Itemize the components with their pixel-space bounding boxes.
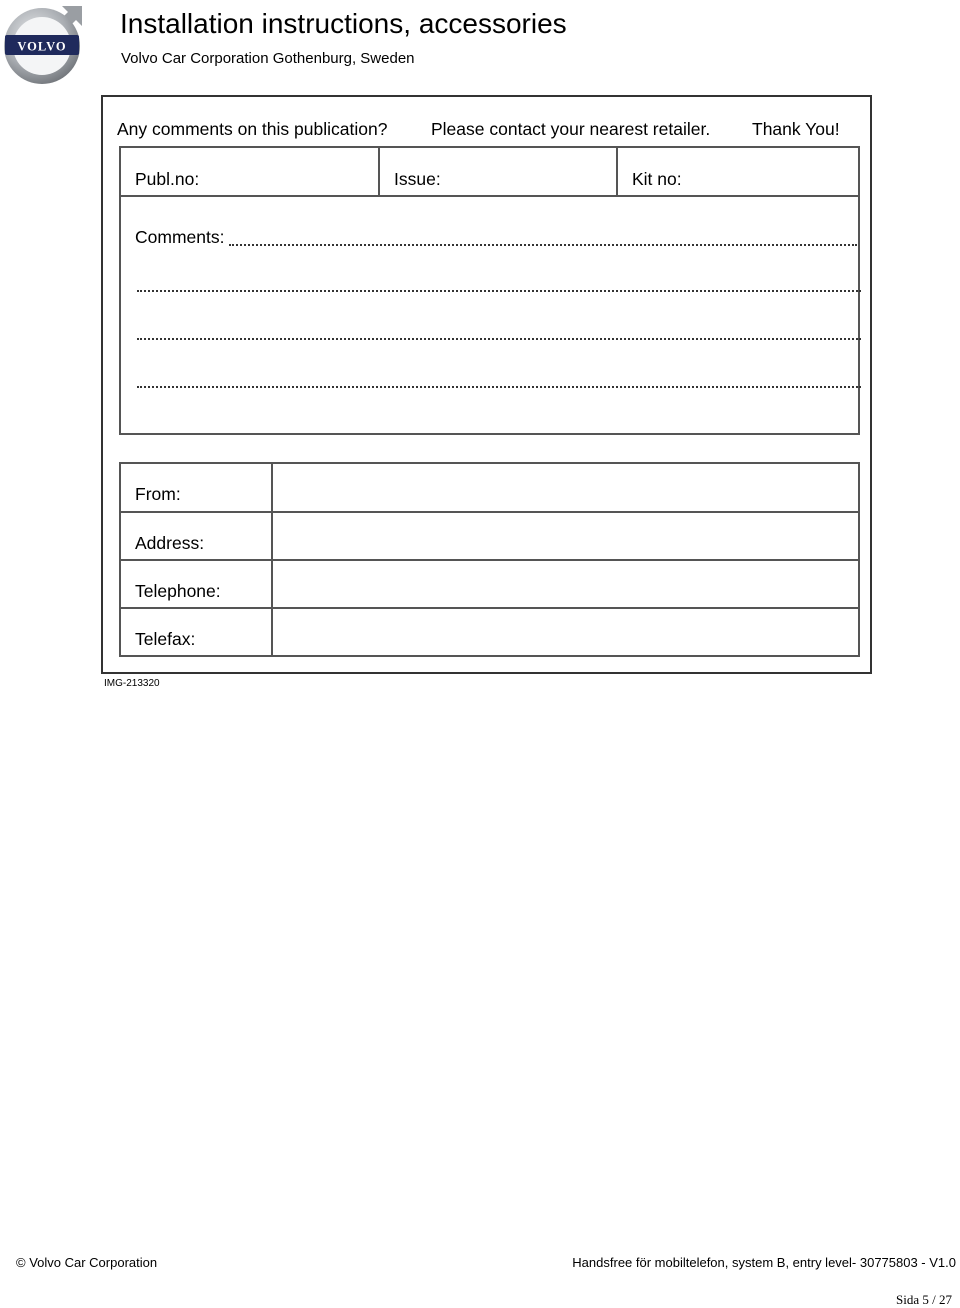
contact-label-cell — [121, 464, 273, 512]
telefax-label: Telefax: — [135, 629, 196, 649]
form-thanks: Thank You! — [752, 119, 840, 139]
contact-row-telephone — [121, 559, 858, 607]
telephone-value — [273, 561, 858, 607]
contact-row-from — [121, 464, 858, 512]
from-label: From: — [135, 484, 181, 504]
contact-label-cell — [121, 561, 273, 607]
address-value — [273, 513, 858, 559]
comments-label: Comments: — [135, 227, 225, 247]
telefax-value — [273, 609, 858, 655]
form-contact-note: Please contact your nearest retailer. — [431, 119, 711, 139]
page-number: Sida 5 / 27 — [896, 1292, 952, 1307]
publ-no-label: Publ.no: — [135, 169, 200, 189]
contact-row-address — [121, 511, 858, 559]
footer-document-id: Handsfree för mobiltelefon, system B, entry level- 30775803 - V1.0 — [572, 1255, 956, 1270]
comments-box — [119, 146, 860, 435]
kit-no-cell — [616, 148, 858, 195]
feedback-form-figure — [101, 95, 872, 674]
footer-copyright: © Volvo Car Corporation — [16, 1255, 158, 1270]
comment-line — [137, 386, 861, 388]
publ-no-cell — [121, 148, 379, 195]
contact-table — [119, 462, 860, 657]
contact-label-cell — [121, 513, 273, 559]
kit-no-label: Kit no: — [632, 169, 682, 189]
figure-caption: IMG-213320 — [104, 678, 160, 689]
form-question: Any comments on this publication? — [117, 119, 388, 139]
svg-text:VOLVO: VOLVO — [17, 39, 67, 54]
address-label: Address: — [135, 533, 205, 553]
contact-row-telefax — [121, 607, 858, 655]
issue-cell — [378, 148, 617, 195]
document-subtitle: Volvo Car Corporation Gothenburg, Sweden — [121, 50, 415, 67]
comment-line — [137, 338, 861, 340]
volvo-logo — [2, 2, 86, 86]
from-value — [273, 464, 858, 512]
comment-line — [229, 244, 857, 246]
meta-row — [121, 148, 858, 197]
telephone-label: Telephone: — [135, 581, 221, 601]
contact-label-cell — [121, 609, 273, 655]
document-title: Installation instructions, accessories — [120, 8, 567, 39]
issue-label: Issue: — [394, 169, 441, 189]
comment-line — [137, 290, 861, 292]
